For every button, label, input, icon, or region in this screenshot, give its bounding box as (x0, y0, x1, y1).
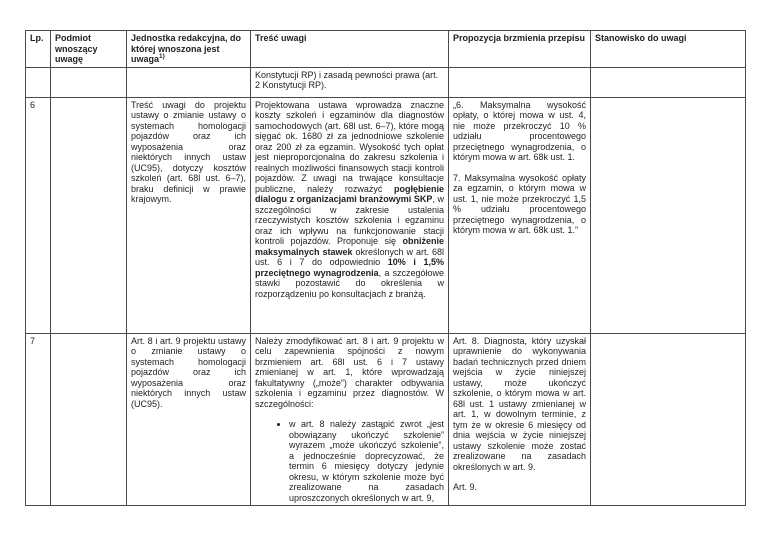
cell-row6-tresc (251, 97, 449, 333)
table-header-row (26, 31, 746, 68)
cell-cont-jednostka (127, 67, 251, 97)
row7-propozycja-paragraph-2: Art. 9. (453, 482, 478, 493)
cell-row7-stanowisko (591, 333, 746, 506)
row7-tresc-bullet-1: • w art. 8 należy zastąpić zwrot „jest obowiązany ukończyć szkolenie” wyrazem „może ukończyć szkolenie”, a jednocześnie doprecyzować, że termin 6 miesięcy dotyczy jedynie okresu, w którym szkolenie może być zrealizowane na zasadach uproszczonych określonych w art. 9, (289, 419, 444, 503)
table-row-continuation (26, 67, 746, 97)
cell-cont-lp (26, 67, 51, 97)
cell-row6-lp: 6 (26, 97, 51, 333)
cell-cont-podmiot (51, 67, 127, 97)
column-header-propozycja: Propozycja brzmienia przepisu (449, 31, 591, 68)
cell-cont-tresc: Konstytucji RP) i zasadą pewności prawa (art. 2 Konstytucji RP). (251, 67, 449, 97)
row6-tresc-bold-3: 10% i 1,5% przeciętnego wynagrodzenia (255, 257, 445, 278)
column-header-jednostka (127, 31, 251, 68)
cell-row7-propozycja (449, 333, 591, 506)
column-header-tresc: Treść uwagi (251, 31, 449, 68)
cell-row6-podmiot (51, 97, 127, 333)
cell-cont-stanowisko (591, 67, 746, 97)
cell-row7-jednostka: Art. 8 i art. 9 projektu ustawy o zmianie ustawy o systemach homologacji pojazdów oraz ich wyposażenia oraz niektórych innych ustaw (UC95). (127, 333, 251, 506)
cell-row7-podmiot (51, 333, 127, 506)
cell-row6-propozycja (449, 97, 591, 333)
column-header-lp: Lp. (26, 31, 51, 68)
comments-table (25, 30, 746, 506)
table-row-6 (26, 97, 746, 333)
row6-tresc-text-3: określonych w art. 68l ust. 6 i 7 do odpowiednio (255, 246, 444, 268)
cell-row7-lp: 7 (26, 333, 51, 506)
row6-tresc-text-1: Projektowana ustawa wprowadza znaczne koszty szkoleń i egzaminów dla diagnostów samochodowych (art. 68l ust. 6–7), które mogą sięgać ok. 1680 zł za jednodniowe szkolenie oraz 200 zł za egzamin. Wysokość tych opłat jest nieproporcjonalna do zakresu szkolenia i realnych możliwości finansowych stacji kontroli pojazdów. Z uwagi na trwające konsultacje publiczne, należy rozważyć (255, 99, 444, 194)
row7-tresc-bullet-list (255, 419, 444, 503)
row6-tresc-text-4: , a szczegółowe stawki pozostawić do określenia w rozporządzeniu po konsultacjach z branżą. (255, 267, 444, 299)
row6-tresc-text-2: , w szczególności w zakresie ustalenia rzeczywistych kosztów szkolenia i egzaminu oraz ich wpływu na funkcjonowanie stacji kontroli pojazdów. Proponuje się (255, 194, 444, 247)
column-header-podmiot: Podmiot wnoszący uwagę (51, 31, 127, 68)
column-header-stanowisko: Stanowisko do uwagi (591, 31, 746, 68)
column-header-jednostka-text: Jednostka redakcyjna, do której wnoszona jest uwaga (131, 33, 242, 65)
row6-propozycja-paragraph-1: „6. Maksymalna wysokość opłaty, o której mowa w ust. 4, nie może przekroczyć 10 % udziału procentowego przeciętnego wynagrodzenia, o którym mowa w art. 68k ust. 1. (453, 99, 586, 163)
row6-propozycja-paragraph-2: 7. Maksymalna wysokość opłaty za egzamin, o którym mowa w ust. 1, nie może przekroczyć 1,5 % udziału procentowego przeciętnego wynagrodzenia, o którym mowa w art. 68k ust. 1.” (453, 172, 586, 236)
row6-tresc-bold-1: pogłębienie dialogu z organizacjami branżowymi SKP (255, 183, 444, 205)
cell-row7-tresc (251, 333, 449, 506)
cell-row6-stanowisko (591, 97, 746, 333)
table-row-7 (26, 333, 746, 506)
row7-tresc-intro: Należy zmodyfikować art. 8 i art. 9 projektu w celu zapewnienia spójności z nowym brzmieniem art. 68l ust. 6 i 7 ustawy zmienianej w art. 1, które wprowadzają fakultatywny („może”) charakter odbywania szkolenia i egzaminu przez diagnostów. W szczególności: (255, 335, 444, 409)
cell-cont-propozycja (449, 67, 591, 97)
row6-tresc-bold-2: obniżenie maksymalnych stawek (255, 236, 444, 257)
row7-propozycja-paragraph-1: Art. 8. Diagnosta, który uzyskał uprawnienie do wykonywania badań technicznych przed dniem wejścia w życie niniejszej ustawy, może ukończyć szkolenie, o którym mowa w art. 68l ust. 1 ustawy zmienianej w art. 1, w dowolnym terminie, z tym że w okresie 6 miesięcy od dnia wejścia w życie niniejszej ustawy szkolenie może zostać zrealizowane na zasadach określonych w art. 9. (453, 335, 586, 472)
footnote-marker: 1) (159, 53, 165, 61)
cell-row6-jednostka: Treść uwagi do projektu ustawy o zmianie ustawy o systemach homologacji pojazdów oraz ich wyposażenia oraz niektórych innych ustaw (UC95), dotyczy kosztów szkoleń (art. 68l ust. 6–7), braku definicji w prawie krajowym. (127, 97, 251, 333)
